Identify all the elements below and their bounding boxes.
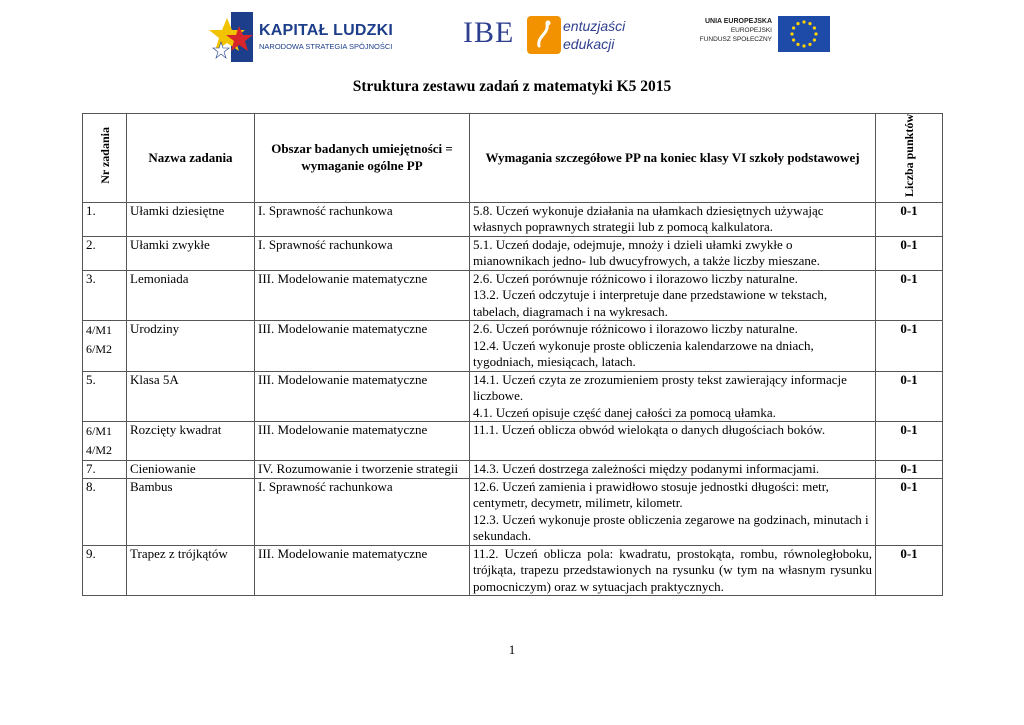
eu-line-2: EUROPEJSKI bbox=[730, 27, 772, 34]
cell-area: III. Modelowanie matematyczne bbox=[255, 371, 470, 422]
table-row bbox=[83, 202, 943, 236]
eu-line-3: FUNDUSZ SPOŁECZNY bbox=[699, 36, 772, 43]
requirement-line: 12.4. Uczeń wykonuje proste obliczenia kalendarzowe na dniach, tygodniach, miesiącach, latach. bbox=[473, 337, 814, 370]
header-nr: Nr zadania bbox=[83, 114, 127, 203]
cell-area: III. Modelowanie matematyczne bbox=[255, 270, 470, 321]
kapital-ludzki-star-icon bbox=[209, 8, 257, 66]
ibe-tagline-2: edukacji bbox=[563, 36, 615, 52]
cell-requirements: 5.1. Uczeń dodaje, odejmuje, mnoży i dzieli ułamki zwykłe o mianownikach jedno- lub dwucyfrowych, a także liczby mieszane. bbox=[470, 236, 876, 270]
cell-area: III. Modelowanie matematyczne bbox=[255, 321, 470, 372]
kapital-ludzki-logo bbox=[209, 8, 394, 68]
kapital-ludzki-subtitle: NARODOWA STRATEGIA SPÓJNOŚCI bbox=[259, 42, 393, 51]
requirement-line: 4.1. Uczeń opisuje część danej całości za pomocą ułamka. bbox=[473, 404, 776, 420]
nr-line: 6/M1 bbox=[86, 424, 113, 439]
cell-name: Lemoniada bbox=[127, 270, 255, 321]
table-row bbox=[83, 478, 943, 545]
table-row bbox=[83, 236, 943, 270]
table-row bbox=[83, 270, 943, 321]
cell-nr: 7. bbox=[83, 461, 127, 479]
cell-nr: 5. bbox=[83, 371, 127, 422]
requirement-line: 13.2. Uczeń odczytuje i interpretuje dane przedstawione w tekstach, tabelach, diagramach i na wykresach. bbox=[473, 287, 828, 319]
cell-area: III. Modelowanie matematyczne bbox=[255, 545, 470, 596]
ibe-tagline-1: entuzjaści bbox=[563, 18, 626, 34]
ibe-wordmark: IBE bbox=[463, 16, 515, 49]
nr-line: 6/M2 bbox=[86, 342, 113, 357]
cell-points: 0-1 bbox=[876, 461, 943, 479]
requirement-line: 12.6. Uczeń zamienia i prawidłowo stosuje jednostki długości: metr, centymetr, decymetr, milimetr, kilometr. bbox=[473, 478, 829, 511]
cell-points: 0-1 bbox=[876, 422, 943, 461]
cell-name: Rozcięty kwadrat bbox=[127, 422, 255, 461]
cell-requirements: 11.2. Uczeń oblicza pola: kwadratu, prostokąta, rombu, równoległoboku, trójkąta, trapezu przedstawionych na rysunku (w tym na własnym rysunku pomocniczym) oraz w sytuacjach praktycznych. bbox=[470, 545, 876, 596]
cell-requirements bbox=[470, 270, 876, 321]
cell-points: 0-1 bbox=[876, 270, 943, 321]
cell-nr: 1. bbox=[83, 202, 127, 236]
cell-points: 0-1 bbox=[876, 236, 943, 270]
cell-requirements: 5.8. Uczeń wykonuje działania na ułamkach dziesiętnych używając własnych poprawnych strategii lub z pomocą kalkulatora. bbox=[470, 202, 876, 236]
cell-nr: 2. bbox=[83, 236, 127, 270]
cell-area: I. Sprawność rachunkowa bbox=[255, 478, 470, 545]
table-row bbox=[83, 545, 943, 596]
cell-points: 0-1 bbox=[876, 545, 943, 596]
table-header-row bbox=[83, 114, 943, 203]
cell-name: Urodziny bbox=[127, 321, 255, 372]
cell-nr bbox=[83, 422, 127, 461]
cell-nr: 3. bbox=[83, 270, 127, 321]
requirement-line: 12.3. Uczeń wykonuje proste obliczenia zegarowe na godzinach, minutach i sekundach. bbox=[473, 511, 869, 544]
cell-name: Ułamki dziesiętne bbox=[127, 202, 255, 236]
eu-line-1: UNIA EUROPEJSKA bbox=[704, 18, 772, 25]
eu-text bbox=[700, 17, 772, 44]
cell-nr: 9. bbox=[83, 545, 127, 596]
cell-area: I. Sprawność rachunkowa bbox=[255, 202, 470, 236]
header-points: Liczba punktów bbox=[876, 114, 943, 203]
table-row bbox=[83, 422, 943, 461]
ibe-logo bbox=[463, 14, 633, 60]
cell-area: IV. Rozumowanie i tworzenie strategii bbox=[255, 461, 470, 479]
header-name: Nazwa zadania bbox=[127, 114, 255, 203]
cell-nr bbox=[83, 321, 127, 372]
cell-requirements: 14.3. Uczeń dostrzega zależności między podanymi informacjami. bbox=[470, 461, 876, 479]
cell-nr: 8. bbox=[83, 478, 127, 545]
cell-requirements: 11.1. Uczeń oblicza obwód wielokąta o danych długościach boków. bbox=[470, 422, 876, 461]
cell-name: Trapez z trójkątów bbox=[127, 545, 255, 596]
requirement-line: 14.1. Uczeń czyta ze zrozumieniem prosty tekst zawierający informacje liczbowe. bbox=[473, 371, 847, 404]
requirement-line: 2.6. Uczeń porównuje różnicowo i ilorazowo liczby naturalne. bbox=[473, 270, 798, 286]
cell-points: 0-1 bbox=[876, 321, 943, 372]
cell-area: III. Modelowanie matematyczne bbox=[255, 422, 470, 461]
cell-requirements bbox=[470, 321, 876, 372]
eu-logo bbox=[700, 15, 832, 55]
cell-name: Bambus bbox=[127, 478, 255, 545]
cell-points: 0-1 bbox=[876, 478, 943, 545]
tasks-table bbox=[82, 113, 943, 596]
cell-name: Ułamki zwykłe bbox=[127, 236, 255, 270]
eu-flag-icon bbox=[778, 16, 830, 52]
page-number: 1 bbox=[508, 642, 516, 657]
nr-line: 4/M2 bbox=[86, 443, 113, 458]
requirement-line: 2.6. Uczeń porównuje różnicowo i ilorazowo liczby naturalne. bbox=[473, 321, 798, 337]
cell-requirements bbox=[470, 371, 876, 422]
cell-requirements bbox=[470, 478, 876, 545]
cell-name: Klasa 5A bbox=[127, 371, 255, 422]
cell-points: 0-1 bbox=[876, 371, 943, 422]
nr-line: 4/M1 bbox=[86, 323, 113, 338]
table-row bbox=[83, 461, 943, 479]
cell-area: I. Sprawność rachunkowa bbox=[255, 236, 470, 270]
kapital-ludzki-title: KAPITAŁ LUDZKI bbox=[259, 22, 394, 39]
ibe-person-icon bbox=[527, 16, 561, 54]
table-row bbox=[83, 371, 943, 422]
header-area: Obszar badanych umiejętności = wymaganie ogólne PP bbox=[255, 114, 470, 203]
cell-points: 0-1 bbox=[876, 202, 943, 236]
header-requirements: Wymagania szczegółowe PP na koniec klasy VI szkoły podstawowej bbox=[470, 114, 876, 203]
cell-name: Cieniowanie bbox=[127, 461, 255, 479]
document-title: Struktura zestawu zadań z matematyki K5 2015 bbox=[352, 78, 672, 95]
table-row bbox=[83, 321, 943, 372]
